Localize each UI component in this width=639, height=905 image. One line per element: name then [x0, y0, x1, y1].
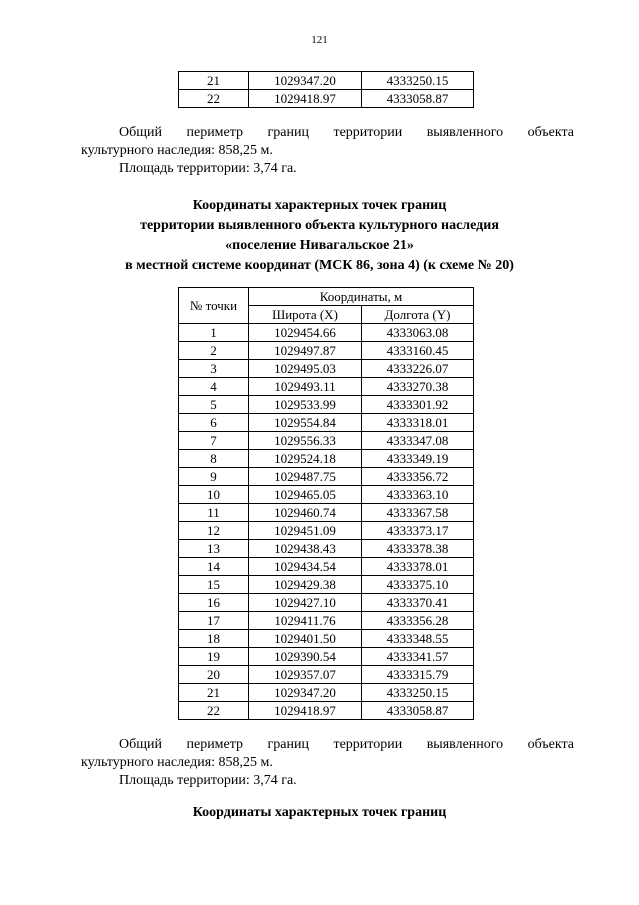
cell-point-number: 11	[179, 504, 249, 522]
cell-longitude: 4333349.19	[362, 450, 474, 468]
area-text-1: Площадь территории: 3,74 га.	[119, 161, 297, 176]
cell-latitude: 1029495.03	[249, 360, 362, 378]
cell-point-number: 1	[179, 324, 249, 342]
perimeter-line-2: культурного наследия: 858,25 м.	[81, 755, 273, 770]
cell-point-number: 14	[179, 558, 249, 576]
coordinates-table-header	[179, 288, 474, 324]
table-row	[179, 432, 474, 450]
cell-point-number: 21	[179, 684, 249, 702]
table-row	[179, 414, 474, 432]
cell-latitude: 1029401.50	[249, 630, 362, 648]
cell-longitude: 4333270.38	[362, 378, 474, 396]
cell-latitude: 1029533.99	[249, 396, 362, 414]
table-row	[179, 90, 474, 108]
cell-latitude: 1029524.18	[249, 450, 362, 468]
cell-point-number: 12	[179, 522, 249, 540]
cell-latitude: 1029497.87	[249, 342, 362, 360]
section-heading-1	[0, 196, 639, 276]
cell-point-number: 5	[179, 396, 249, 414]
cell-point-number: 13	[179, 540, 249, 558]
cell-point-number: 21	[179, 72, 249, 90]
heading-line-4: в местной системе координат (МСК 86, зона 4) (к схеме № 20)	[125, 258, 514, 273]
perimeter-line-1: Общий периметр границ территории выявленного объекта	[119, 125, 574, 140]
cell-longitude: 4333367.58	[362, 504, 474, 522]
cell-longitude: 4333378.01	[362, 558, 474, 576]
cell-latitude: 1029438.43	[249, 540, 362, 558]
cell-longitude: 4333356.72	[362, 468, 474, 486]
cell-longitude: 4333378.38	[362, 540, 474, 558]
cell-latitude: 1029465.05	[249, 486, 362, 504]
cell-point-number: 22	[179, 702, 249, 720]
table-row	[179, 648, 474, 666]
header-coordinates: Координаты, м	[249, 288, 474, 306]
table-row	[179, 540, 474, 558]
table-row	[179, 396, 474, 414]
heading-line-3: «поселение Нивагальское 21»	[225, 238, 414, 253]
heading-line-1: Координаты характерных точек границ	[192, 198, 447, 213]
cell-longitude: 4333063.08	[362, 324, 474, 342]
cell-point-number: 9	[179, 468, 249, 486]
perimeter-text-1	[81, 124, 574, 178]
cell-point-number: 17	[179, 612, 249, 630]
table-row	[179, 702, 474, 720]
cell-longitude: 4333058.87	[362, 702, 474, 720]
cell-longitude: 4333370.41	[362, 594, 474, 612]
cell-latitude: 1029390.54	[249, 648, 362, 666]
cell-longitude: 4333341.57	[362, 648, 474, 666]
table-row	[179, 342, 474, 360]
cell-point-number: 15	[179, 576, 249, 594]
cell-latitude: 1029427.10	[249, 594, 362, 612]
cell-latitude: 1029418.97	[249, 90, 362, 108]
table-row	[179, 360, 474, 378]
table-row	[179, 468, 474, 486]
cell-point-number: 20	[179, 666, 249, 684]
cell-point-number: 10	[179, 486, 249, 504]
cell-longitude: 4333375.10	[362, 576, 474, 594]
cell-point-number: 6	[179, 414, 249, 432]
cell-latitude: 1029434.54	[249, 558, 362, 576]
cell-point-number: 2	[179, 342, 249, 360]
cell-latitude: 1029411.76	[249, 612, 362, 630]
cell-point-number: 16	[179, 594, 249, 612]
continued-table-body	[179, 72, 474, 108]
cell-longitude: 4333250.15	[362, 684, 474, 702]
header-latitude: Широта (X)	[249, 306, 362, 324]
cell-latitude: 1029460.74	[249, 504, 362, 522]
cell-latitude: 1029454.66	[249, 324, 362, 342]
cell-point-number: 8	[179, 450, 249, 468]
coordinates-table	[178, 287, 474, 720]
cell-latitude: 1029556.33	[249, 432, 362, 450]
cell-point-number: 19	[179, 648, 249, 666]
perimeter-line-1: Общий периметр границ территории выявленного объекта	[119, 737, 574, 752]
cell-longitude: 4333373.17	[362, 522, 474, 540]
cell-longitude: 4333348.55	[362, 630, 474, 648]
cell-latitude: 1029347.20	[249, 684, 362, 702]
perimeter-line-2: культурного наследия: 858,25 м.	[81, 143, 273, 158]
header-row-1	[179, 288, 474, 306]
area-text-2: Площадь территории: 3,74 га.	[119, 773, 297, 788]
page-number: 121	[311, 34, 328, 46]
cell-longitude: 4333356.28	[362, 612, 474, 630]
cell-point-number: 4	[179, 378, 249, 396]
section-heading-2	[0, 803, 639, 823]
cell-point-number: 22	[179, 90, 249, 108]
cell-longitude: 4333363.10	[362, 486, 474, 504]
table-row	[179, 612, 474, 630]
cell-longitude: 4333226.07	[362, 360, 474, 378]
table-row	[179, 522, 474, 540]
cell-longitude: 4333301.92	[362, 396, 474, 414]
cell-longitude: 4333318.01	[362, 414, 474, 432]
table-row	[179, 378, 474, 396]
table-row	[179, 558, 474, 576]
table-row	[179, 450, 474, 468]
heading-line-2: территории выявленного объекта культурного наследия	[140, 218, 499, 233]
table-row	[179, 324, 474, 342]
heading-line-1: Координаты характерных точек границ	[192, 805, 447, 820]
cell-latitude: 1029347.20	[249, 72, 362, 90]
cell-point-number: 7	[179, 432, 249, 450]
header-longitude: Долгота (Y)	[362, 306, 474, 324]
cell-longitude: 4333058.87	[362, 90, 474, 108]
table-row	[179, 72, 474, 90]
cell-latitude: 1029429.38	[249, 576, 362, 594]
coordinates-table-body	[179, 324, 474, 720]
table-row	[179, 630, 474, 648]
cell-point-number: 3	[179, 360, 249, 378]
perimeter-text-2	[81, 736, 574, 790]
cell-latitude: 1029487.75	[249, 468, 362, 486]
cell-longitude: 4333315.79	[362, 666, 474, 684]
table-row	[179, 666, 474, 684]
cell-latitude: 1029493.11	[249, 378, 362, 396]
cell-longitude: 4333250.15	[362, 72, 474, 90]
table-row	[179, 486, 474, 504]
cell-longitude: 4333160.45	[362, 342, 474, 360]
cell-latitude: 1029554.84	[249, 414, 362, 432]
table-row	[179, 504, 474, 522]
cell-longitude: 4333347.08	[362, 432, 474, 450]
cell-latitude: 1029451.09	[249, 522, 362, 540]
table-row	[179, 594, 474, 612]
continued-coordinates-table	[178, 71, 474, 108]
cell-point-number: 18	[179, 630, 249, 648]
cell-latitude: 1029418.97	[249, 702, 362, 720]
table-row	[179, 684, 474, 702]
cell-latitude: 1029357.07	[249, 666, 362, 684]
header-point-number: № точки	[179, 288, 249, 324]
table-row	[179, 576, 474, 594]
